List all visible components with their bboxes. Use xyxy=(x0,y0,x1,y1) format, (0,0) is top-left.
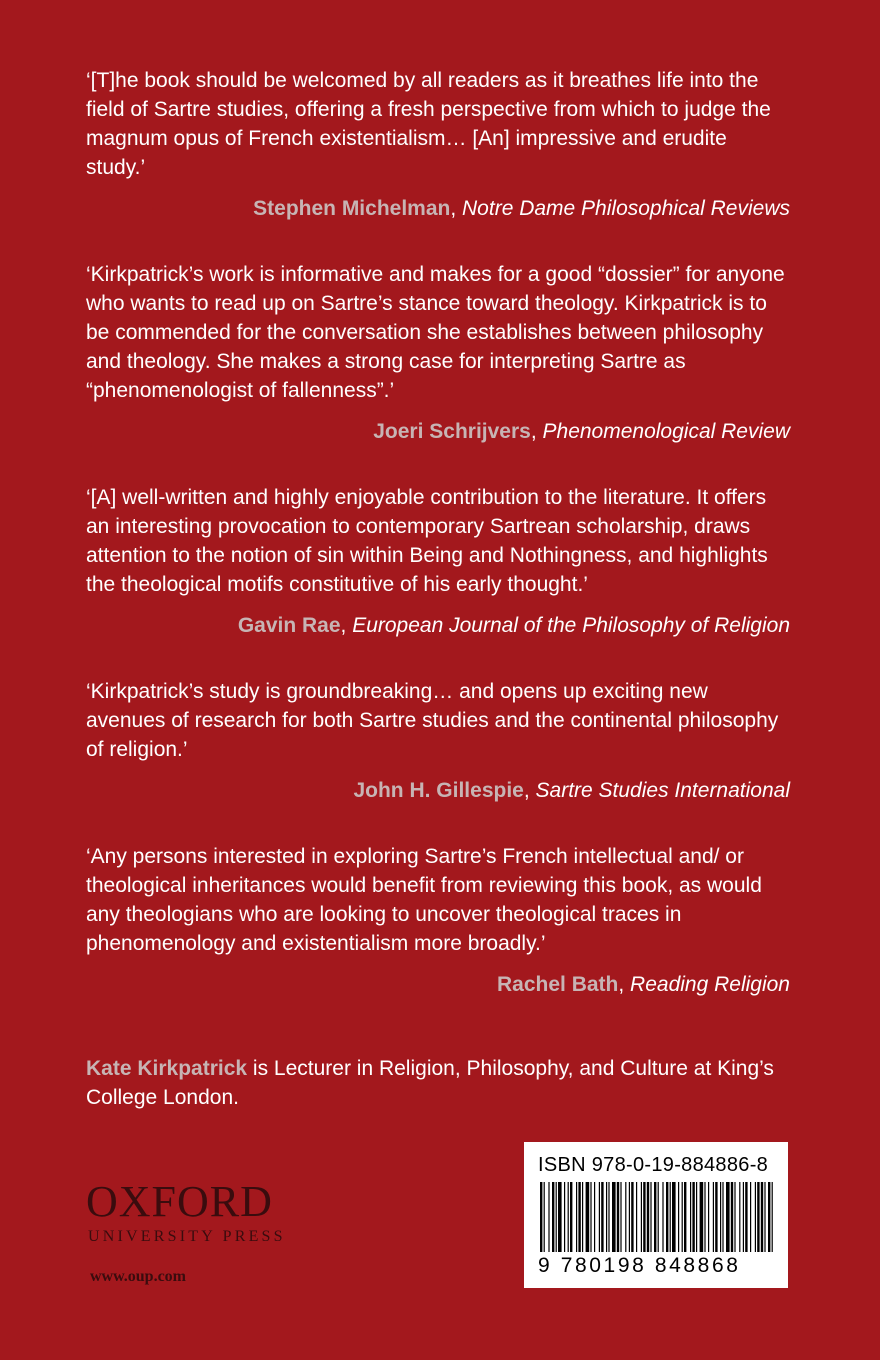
reviewer-name: Gavin Rae xyxy=(237,614,341,637)
review-quote: ‘[T]he book should be welcomed by all readers as it breathes life into the field of Sartre studies, offering a fresh perspective from which to judge the magnum opus of French existentialism… [An] impressive and erudite study.’ xyxy=(86,69,771,179)
review-2 xyxy=(86,260,790,446)
review-quote: ‘Kirkpatrick’s study is groundbreaking… and opens up exciting new avenues of research for both Sartre studies and the continental philosophy of religion.’ xyxy=(86,680,779,761)
barcode-bars xyxy=(538,1182,778,1256)
publisher-name: OXFORD xyxy=(86,1177,273,1226)
reviewer-name: John H. Gillespie xyxy=(353,779,524,802)
reviewer-name: Joeri Schrijvers xyxy=(373,420,531,443)
journal-name: Phenomenological Review xyxy=(542,420,790,443)
reviewer-name: Rachel Bath xyxy=(497,973,619,996)
review-attribution: John H. Gillespie, Sartre Studies International xyxy=(353,779,790,802)
review-attribution: Rachel Bath, Reading Religion xyxy=(497,973,790,996)
barcode-digits: 9 780198 848868 xyxy=(538,1254,741,1277)
review-quote: ‘[A] well-written and highly enjoyable contribution to the literature. It offers an interesting provocation to contemporary Sartrean scholarship, draws attention to the notion of sin within Being and Nothingness, and highlights the theological motifs constitutive of his early thought.’ xyxy=(86,486,768,596)
author-name: Kate Kirkpatrick xyxy=(86,1057,248,1080)
publisher-logo xyxy=(86,1177,316,1246)
review-attribution: Stephen Michelman, Notre Dame Philosophical Reviews xyxy=(253,197,790,220)
journal-name: Notre Dame Philosophical Reviews xyxy=(462,197,790,220)
author-bio-text: is Lecturer in Religion, Philosophy, and Culture at King’s College London. xyxy=(86,1057,774,1109)
journal-name: European Journal of the Philosophy of Religion xyxy=(352,614,790,637)
review-3 xyxy=(86,483,790,640)
journal-name: Sartre Studies International xyxy=(535,779,790,802)
review-5 xyxy=(86,842,790,999)
reviews-section xyxy=(86,66,790,1036)
journal-name: Reading Religion xyxy=(630,973,790,996)
publisher-subtitle: UNIVERSITY PRESS xyxy=(88,1228,286,1245)
review-attribution: Gavin Rae, European Journal of the Philosophy of Religion xyxy=(237,614,790,637)
barcode-panel xyxy=(524,1142,788,1288)
isbn-label: ISBN 978-0-19-884886-8 xyxy=(538,1154,769,1176)
reviewer-name: Stephen Michelman xyxy=(253,197,451,220)
review-attribution: Joeri Schrijvers, Phenomenological Review xyxy=(373,420,790,443)
publisher-url: www.oup.com xyxy=(90,1268,187,1285)
author-bio xyxy=(86,1054,786,1112)
review-quote: ‘Kirkpatrick’s work is informative and makes for a good “dossier” for anyone who wants to read up on Sartre’s stance toward theology. Kirkpatrick is to be commended for the conversation she establishes between philosophy and theology. She makes a strong case for interpreting Sartre as “phenomenologist of fallenness”.’ xyxy=(86,263,785,402)
review-1 xyxy=(86,66,790,223)
review-quote: ‘Any persons interested in exploring Sartre’s French intellectual and/ or theological inheritances would benefit from reviewing this book, as would any theologians who are looking to uncover theological traces in phenomenology and existentialism more broadly.’ xyxy=(86,845,762,955)
review-4 xyxy=(86,677,790,805)
